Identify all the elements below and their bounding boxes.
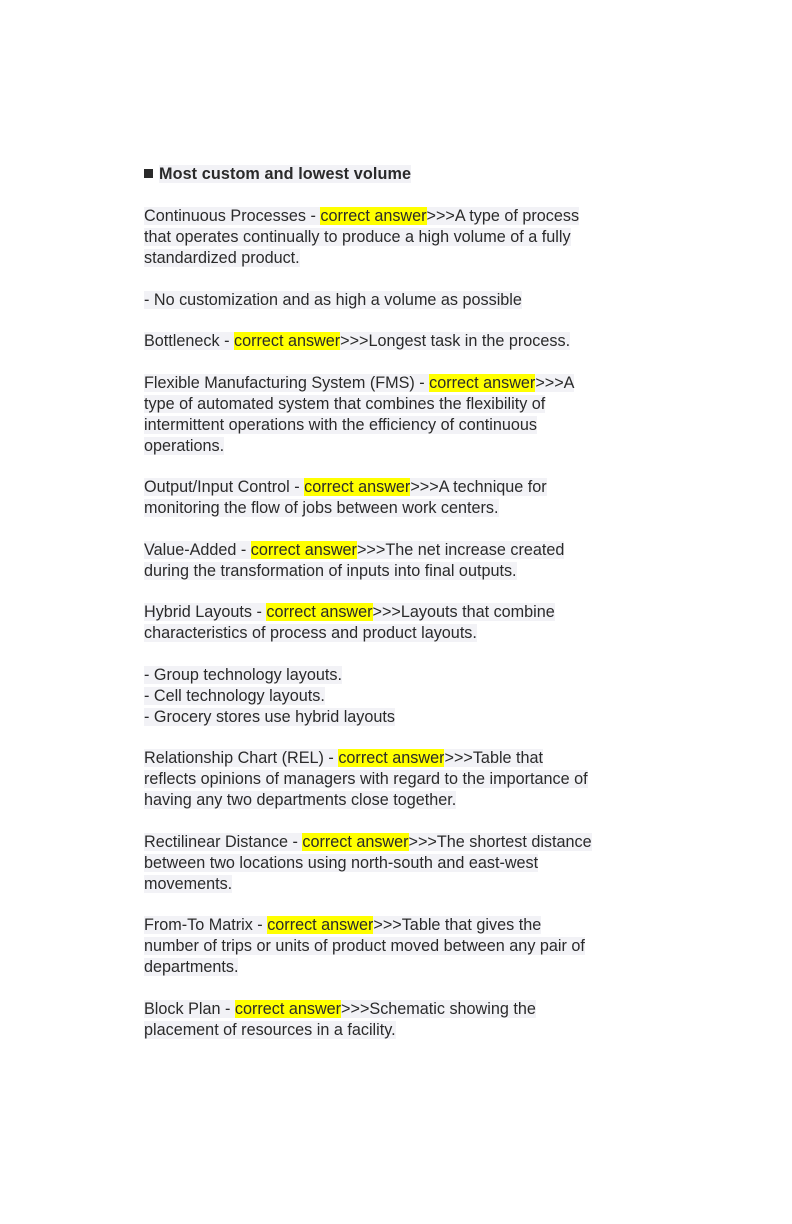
text-segment: >>>Layouts that combine (372, 603, 555, 621)
text-segment: - Group technology layouts. (144, 665, 342, 684)
text-line (144, 227, 654, 248)
text-line (144, 832, 654, 853)
text-line (144, 248, 654, 269)
text-segment: From-To Matrix - (144, 916, 268, 934)
text-segment: number of trips or units of product moved between any pair of (144, 937, 585, 955)
text-line (144, 602, 654, 623)
entry-block (144, 373, 654, 457)
entries-list (144, 206, 654, 1041)
highlighted-answer-label: correct answer (250, 540, 357, 559)
heading-text: Most custom and lowest volume (159, 165, 412, 183)
text-segment: >>>A (535, 373, 575, 392)
text-segment: >>>The net increase created (356, 540, 565, 559)
text-line (144, 853, 654, 874)
text-segment: monitoring the flow of jobs between work centers. (144, 499, 499, 517)
text-line (144, 394, 654, 415)
text-line (144, 206, 654, 227)
text-segment: >>>A type of process (426, 207, 580, 225)
text-line (144, 999, 654, 1020)
highlighted-answer-label: correct answer (233, 332, 341, 350)
text-segment: >>>Table that (444, 749, 544, 767)
text-segment: Rectilinear Distance - (144, 832, 303, 851)
text-line (144, 936, 654, 957)
highlighted-answer-label: correct answer (234, 999, 342, 1018)
text-line (144, 540, 654, 561)
text-segment: that operates continually to produce a high volume of a fully (144, 228, 571, 246)
text-segment: >>>Schematic showing the (341, 999, 536, 1018)
text-segment: characteristics of process and product layouts. (144, 624, 477, 642)
entry-block (144, 915, 654, 978)
text-segment: - Cell technology layouts. (144, 686, 325, 705)
text-segment: Continuous Processes - (144, 207, 321, 225)
text-line (144, 748, 654, 769)
entry-block (144, 477, 654, 519)
text-segment: operations. (144, 436, 225, 455)
highlighted-answer-label: correct answer (429, 373, 536, 392)
text-line (144, 957, 654, 978)
highlighted-answer-label: correct answer (267, 916, 374, 934)
square-bullet-icon (144, 169, 153, 178)
entry-block (144, 999, 654, 1041)
text-segment: Flexible Manufacturing System (FMS) - (144, 373, 430, 392)
text-segment: reflects opinions of managers with regard to the importance of (144, 770, 588, 788)
entry-block (144, 206, 654, 269)
document-page (144, 164, 654, 1061)
text-line (144, 665, 654, 686)
entry-block (144, 331, 654, 352)
text-line (144, 415, 654, 436)
text-segment: >>>Table that gives the (373, 916, 542, 934)
entry-block (144, 290, 654, 311)
entry-block (144, 602, 654, 644)
highlighted-answer-label: correct answer (266, 603, 373, 621)
text-line (144, 874, 654, 895)
text-line (144, 561, 654, 582)
text-segment: Hybrid Layouts - (144, 603, 267, 621)
text-segment: Block Plan - (144, 999, 235, 1018)
text-segment: >>>The shortest distance (408, 832, 592, 851)
text-segment: Bottleneck - (144, 332, 234, 350)
text-line (144, 790, 654, 811)
text-segment: intermittent operations with the efficiency of continuous (144, 415, 537, 434)
text-line (144, 915, 654, 936)
text-line (144, 686, 654, 707)
text-segment: - Grocery stores use hybrid layouts (144, 707, 396, 726)
text-line (144, 623, 654, 644)
entry-block (144, 540, 654, 582)
text-line (144, 498, 654, 519)
text-segment: movements. (144, 874, 233, 893)
text-line (144, 373, 654, 394)
text-line (144, 290, 654, 311)
text-segment: departments. (144, 958, 239, 976)
entry-block (144, 748, 654, 811)
text-line (144, 707, 654, 728)
entry-block (144, 665, 654, 728)
text-segment: Output/Input Control - (144, 478, 305, 496)
highlighted-answer-label: correct answer (302, 832, 409, 851)
highlighted-answer-label: correct answer (320, 207, 427, 225)
text-line (144, 436, 654, 457)
text-segment: - No customization and as high a volume as possible (144, 290, 522, 309)
text-segment: >>>A technique for (410, 478, 547, 496)
text-line (144, 331, 654, 352)
section-heading (144, 164, 654, 185)
text-line (144, 477, 654, 498)
text-segment: type of automated system that combines the flexibility of (144, 394, 546, 413)
text-line (144, 769, 654, 790)
text-segment: Relationship Chart (REL) - (144, 749, 339, 767)
text-line (144, 1020, 654, 1041)
text-segment: Value-Added - (144, 540, 251, 559)
highlighted-answer-label: correct answer (304, 478, 411, 496)
text-segment: standardized product. (144, 249, 300, 267)
text-segment: having any two departments close together. (144, 791, 457, 809)
text-segment: placement of resources in a facility. (144, 1020, 396, 1039)
text-segment: between two locations using north-south and east-west (144, 853, 539, 872)
highlighted-answer-label: correct answer (338, 749, 445, 767)
entry-block (144, 832, 654, 895)
text-segment: during the transformation of inputs into final outputs. (144, 561, 517, 580)
text-segment: >>>Longest task in the process. (340, 332, 571, 350)
